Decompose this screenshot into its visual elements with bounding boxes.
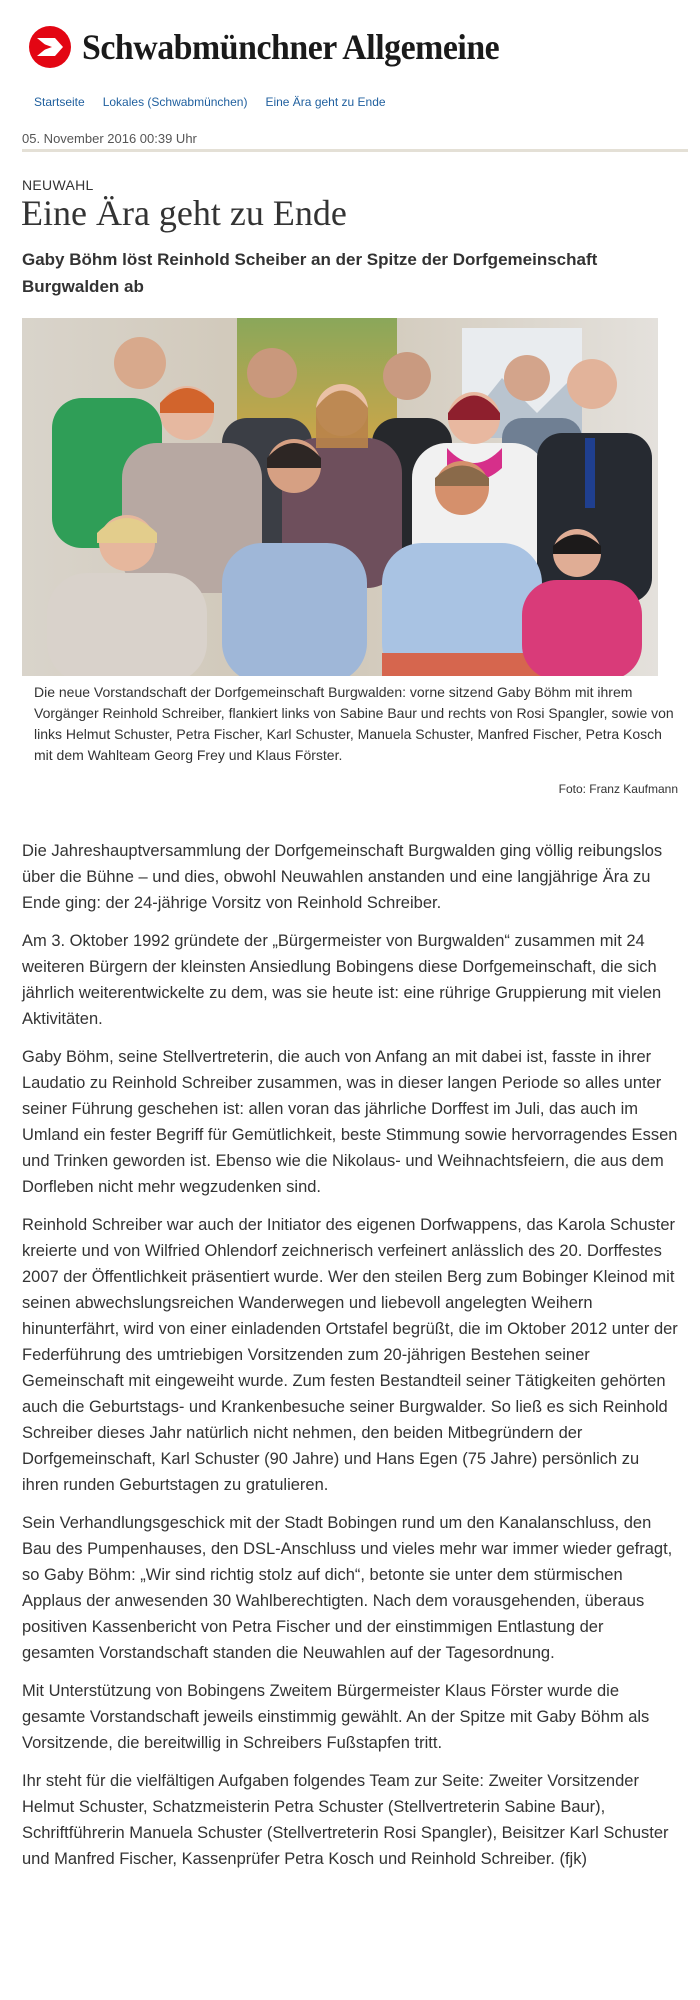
article-body xyxy=(22,838,678,1884)
article-photo[interactable] xyxy=(22,318,658,676)
breadcrumb-link-section[interactable]: Lokales (Schwabmünchen) xyxy=(102,95,248,109)
breadcrumb xyxy=(34,95,386,109)
header-divider xyxy=(22,149,688,152)
publish-date: 05. November 2016 00:39 Uhr xyxy=(22,131,197,146)
breadcrumb-link-home[interactable]: Startseite xyxy=(34,95,85,109)
article-paragraph: Ihr steht für die vielfältigen Aufgaben folgendes Team zur Seite: Zweiter Vorsitzender Helmut Schuster, Schatzmeisterin Petra Schuster (Stellvertreterin Sabine Baur), Schriftführerin Manuela Schuster (Stellvertreterin Rosi Spangler), Beisitzer Karl Schuster und Manfred Fischer, Kassenprüfer Petra Kosch und Reinhold Schreiber. (fjk) xyxy=(22,1772,669,1868)
article-paragraph: Die Jahreshauptversammlung der Dorfgemeinschaft Burgwalden ging völlig reibungslos über die Bühne – und dies, obwohl Neuwahlen anstanden und eine langjährige Ära zu Ende ging: der 24-jährige Vorsitz von Reinhold Schreiber. xyxy=(22,842,663,912)
group-photo-illustration xyxy=(22,318,658,676)
article-subheadline: Gaby Böhm löst Reinhold Scheiber an der Spitze der Dorfgemeinschaft Burgwalden ab xyxy=(22,250,598,296)
article-paragraph: Mit Unterstützung von Bobingens Zweitem Bürgermeister Klaus Förster wurde die gesamte Vorstandschaft jeweils einstimmig gewählt. An der Spitze mit Gaby Böhm als Vorsitzende, die bereitwillig in Schreibers Fußstapfen tritt. xyxy=(22,1682,650,1752)
photo-caption: Die neue Vorstandschaft der Dorfgemeinschaft Burgwalden: vorne sitzend Gaby Böhm mit ihrem Vorgänger Reinhold Schreiber, flankiert links von Sabine Baur und rechts von Rosi Spangler, sowie von links Helmut Schuster, Petra Fischer, Karl Schuster, Manuela Schuster, Manfred Fischer, Petra Kosch mit dem Wahlteam Georg Frey und Klaus Förster. xyxy=(34,684,674,763)
article-kicker: NEUWAHL xyxy=(22,177,94,193)
site-logo-text: Schwabmünchner Allgemeine xyxy=(82,27,500,67)
arrow-logo-icon xyxy=(28,25,72,69)
site-logo[interactable] xyxy=(28,22,526,72)
photo-credit: Foto: Franz Kaufmann xyxy=(558,782,678,796)
article-paragraph: Reinhold Schreiber war auch der Initiator des eigenen Dorfwappens, das Karola Schuster kreierte und von Wilfried Ohlendorf zeichnerisch verfeinert anlässlich des 20. Dorffestes 2007 der Öffentlichkeit präsentiert wurde. Wer den steilen Berg zum Bobinger Kleinod mit seinen abwechslungsreichen Wanderwegen und liebevoll angelegten Weihern hinunterfährt, wird von einer einladenden Ortstafel begrüßt, die im Oktober 2012 unter der Federführung des umtriebigen Vorsitzenden zum 20-jährigen Bestehen seiner Gemeinschaft mit eingeweiht wurde. Zum festen Bestandteil seiner Tätigkeiten gehörten auch die Geburtstags- und Krankenbesuche seiner Burgwalder. So ließ es sich Reinhold Schreiber dieses Jahr natürlich nicht nehmen, den beiden Mitbegründern der Dorfgemeinschaft, Karl Schuster (90 Jahre) und Hans Egen (75 Jahre) persönlich zu ihren runden Geburtstagen zu gratulieren. xyxy=(22,1216,678,1494)
article-paragraph: Am 3. Oktober 1992 gründete der „Bürgermeister von Burgwalden“ zusammen mit 24 weiteren Bürgern der kleinsten Ansiedlung Bobingens diese Dorfgemeinschaft, die sich jährlich weiterentwickelte zu dem, was sie heute ist: eine rührige Gruppierung mit vielen Aktivitäten. xyxy=(22,932,662,1028)
article-headline: Eine Ära geht zu Ende xyxy=(21,193,347,233)
article-paragraph: Gaby Böhm, seine Stellvertreterin, die auch von Anfang an mit dabei ist, fasste in ihrer Laudatio zu Reinhold Schreiber zusammen, was in dieser langen Periode so alles unter seiner Führung geschehen ist: allen voran das jährliche Dorffest im Juli, das auch im Umland ein fester Begriff für Gemütlichkeit, beste Stimmung sowie hervorragendes Essen und Trinken geworden ist. Ebenso wie die Nikolaus- und Weihnachtsfeiern, die aus dem Dorfleben nicht mehr wegzudenken sind. xyxy=(22,1048,678,1196)
breadcrumb-link-article[interactable]: Eine Ära geht zu Ende xyxy=(265,95,386,109)
article-paragraph: Sein Verhandlungsgeschick mit der Stadt Bobingen rund um den Kanalanschluss, den Bau des Pumpenhauses, den DSL-Anschluss und vieles mehr war immer wieder gefragt, so Gaby Böhm: „Wir sind richtig stolz auf dich“, betonte sie unter dem stürmischen Applaus der anwesenden 30 Wahlberechtigten. Nach dem vorausgehenden, überaus positiven Kassenbericht von Petra Fischer und der einstimmigen Entlastung der gesamten Vorstandschaft standen die Neuwahlen auf der Tagesordnung. xyxy=(22,1514,673,1662)
